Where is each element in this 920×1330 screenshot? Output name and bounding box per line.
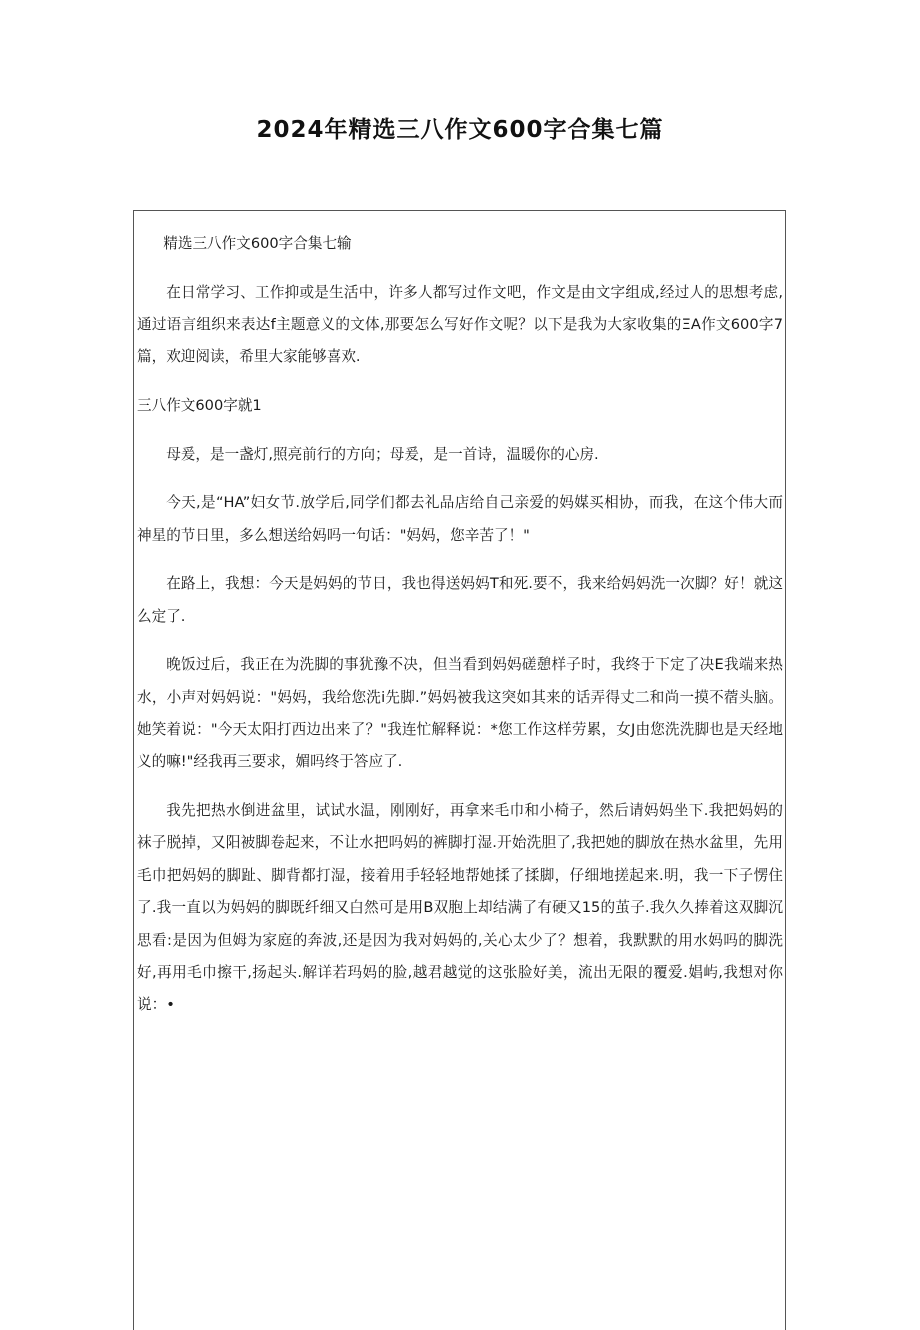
paragraph: 在路上，我想：今天是妈妈的节日，我也得送妈妈T和死.要不，我来给妈妈洗一次脚？好！就这么定了. xyxy=(137,575,783,625)
paragraph: 母爰，是一盏灯,照亮前行的方向；母爰，是一首诗，温暖你的心房. xyxy=(166,445,599,463)
paragraph: 今天,是“HA”妇女节.放学后,同学们都去礼品店给自己亲爱的妈媒买相协，而我，在这个伟大而神星的节日里，多么想送给妈吗一句话："妈妈，您辛苦了！" xyxy=(137,494,783,544)
document-title: 2024年精选三八作文600字合集七篇 xyxy=(256,117,664,143)
paragraph: 晚饭过后，我正在为洗脚的事犹豫不决，但当看到妈妈磋憩样子时，我终于下定了决E我端来热水，小声对妈妈说："妈妈，我给您洗i先脚.”妈妈被我这突如其来的话弄得丈二和尚一摸不蓿头脑。她笑着说："今天太阳打西边出来了？"我连忙解释说：*您工作这样劳累，女J由您洗洗脚也是天经地义的嘛!"经我再三要求，媚吗终于答应了. xyxy=(137,656,783,771)
intro-heading: 精选三八作文600字合集七输 xyxy=(163,235,352,252)
document-body xyxy=(137,228,783,1038)
paragraph: 在日常学习、工作抑或是生活中，许多人都写过作文吧，作文是由文字组成,经过人的思想考虑,通过语言组织来表达f主题意义的文体,那要怎么写好作文呢？以下是我为大家收集的ΞA作文600字7篇，欢迎阅读，希里大家能够喜欢. xyxy=(137,283,783,366)
section-heading: 三八作文600字就1 xyxy=(137,397,262,414)
paragraph: 我先把热水倒进盆里，试试水温，刚刚好，再拿来毛巾和小椅子，然后请妈妈坐下.我把妈妈的袜子脱掉，又阳被脚卷起来，不让水把吗妈的裤脚打湿.开始洗胆了,我把她的脚放在热水盆里，先用毛巾把妈妈的脚趾、脚背都打湿，接着用手轻轻地帮她揉了揉脚，仔细地搓起来.明，我一下子愣住了.我一直以为妈妈的脚既纤细又白然可是用B双胞上却结满了有硬又15的茧子.我久久捧着这双脚沉思看:是因为但姆为家庭的奔波,还是因为我对妈妈的,关心太少了？想着，我默默的用水妈吗的脚洗好,再用毛巾擦干,扬起头.解详若玛妈的脸,越君越觉的这张脸好美，流出无限的覆爱.娼屿,我想对你说：• xyxy=(137,802,783,1014)
